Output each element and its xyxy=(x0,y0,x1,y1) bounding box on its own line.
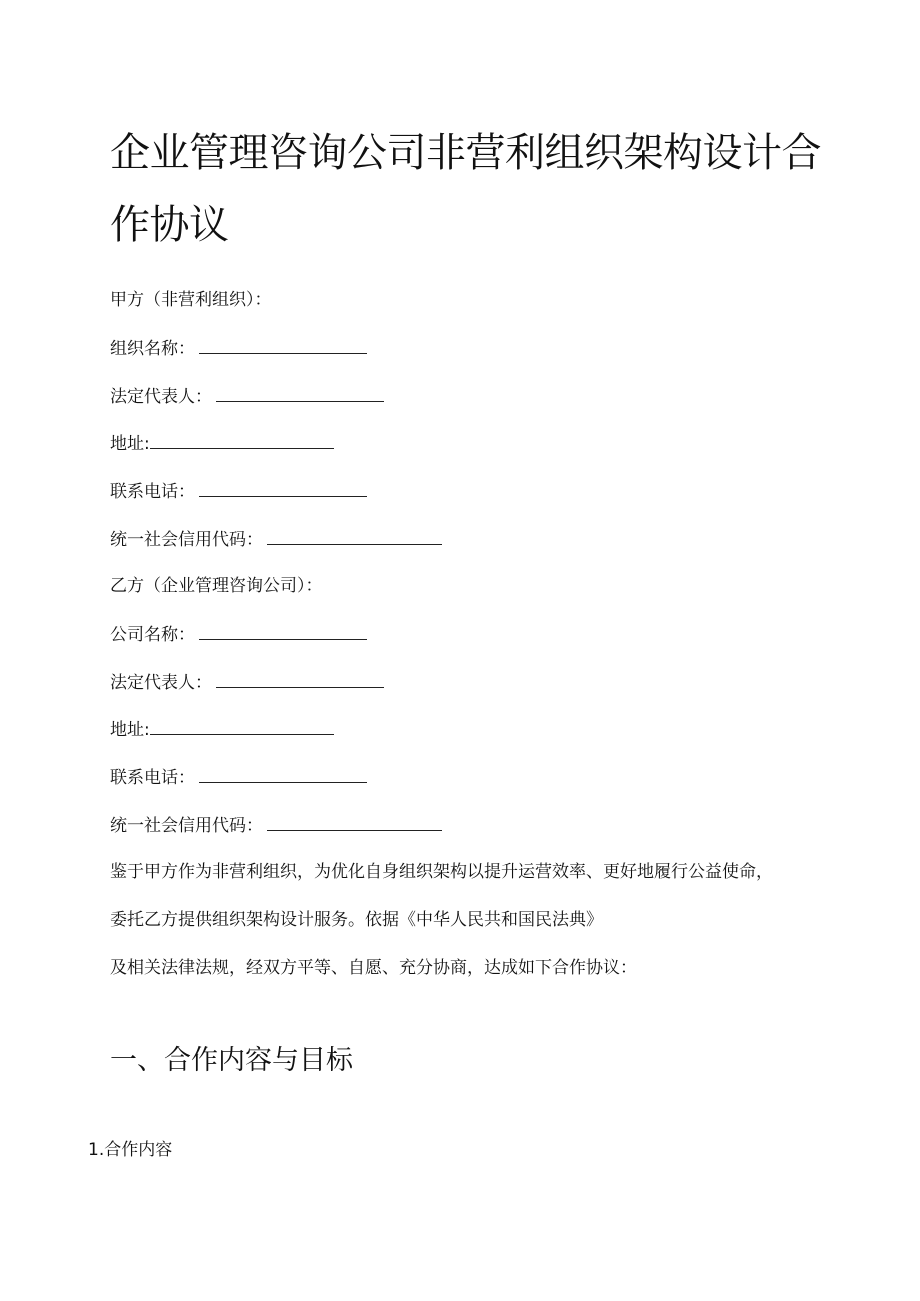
party-a-rep-label: 法定代表人： xyxy=(110,387,212,407)
party-a-name-row xyxy=(110,336,367,361)
party-a-address-blank[interactable] xyxy=(150,431,334,449)
party-a-name-blank[interactable] xyxy=(199,336,367,354)
party-a-credit-code-label: 统一社会信用代码： xyxy=(110,530,263,550)
party-a-phone-row xyxy=(110,479,367,504)
party-a-name-label: 组织名称： xyxy=(110,339,195,359)
party-b-name-row xyxy=(110,622,367,647)
party-b-credit-code-row xyxy=(110,813,442,838)
preamble-line-2: 委托乙方提供组织架构设计服务。依据《中华人民共和国民法典》 xyxy=(110,910,603,930)
party-b-credit-code-blank[interactable] xyxy=(267,813,442,831)
party-b-phone-blank[interactable] xyxy=(199,765,367,783)
party-a-rep-row xyxy=(110,384,384,409)
party-b-address-label: 地址: xyxy=(110,720,150,740)
party-b-address-row xyxy=(110,717,334,742)
party-b-phone-label: 联系电话： xyxy=(110,768,195,788)
party-b-rep-row xyxy=(110,670,384,695)
party-a-phone-label: 联系电话： xyxy=(110,482,195,502)
document-title-line-2: 作协议 xyxy=(110,202,229,248)
subsection-1-heading: 1.合作内容 xyxy=(88,1140,173,1160)
party-a-rep-blank[interactable] xyxy=(216,384,384,402)
party-b-name-label: 公司名称： xyxy=(110,625,195,645)
party-b-rep-blank[interactable] xyxy=(216,670,384,688)
party-a-credit-code-blank[interactable] xyxy=(267,527,442,545)
party-b-address-blank[interactable] xyxy=(150,717,334,735)
section-1-heading: 一、合作内容与目标 xyxy=(110,1045,353,1076)
party-b-phone-row xyxy=(110,765,367,790)
party-a-credit-code-row xyxy=(110,527,442,552)
party-a-phone-blank[interactable] xyxy=(199,479,367,497)
document-title-line-1: 企业管理咨询公司非营利组织架构设计合 xyxy=(110,130,821,176)
party-a-address-row xyxy=(110,431,334,456)
party-a-address-label: 地址: xyxy=(110,434,150,454)
party-b-rep-label: 法定代表人： xyxy=(110,673,212,693)
party-b-name-blank[interactable] xyxy=(199,622,367,640)
party-b-credit-code-label: 统一社会信用代码： xyxy=(110,816,263,836)
party-b-heading: 乙方（企业管理咨询公司）： xyxy=(110,576,323,596)
preamble-line-1: 鉴于甲方作为非营利组织，为优化自身组织架构以提升运营效率、更好地履行公益使命， xyxy=(110,862,773,882)
preamble-line-3: 及相关法律法规，经双方平等、自愿、充分协商，达成如下合作协议： xyxy=(110,958,637,978)
party-a-heading: 甲方（非营利组织）： xyxy=(110,290,272,310)
